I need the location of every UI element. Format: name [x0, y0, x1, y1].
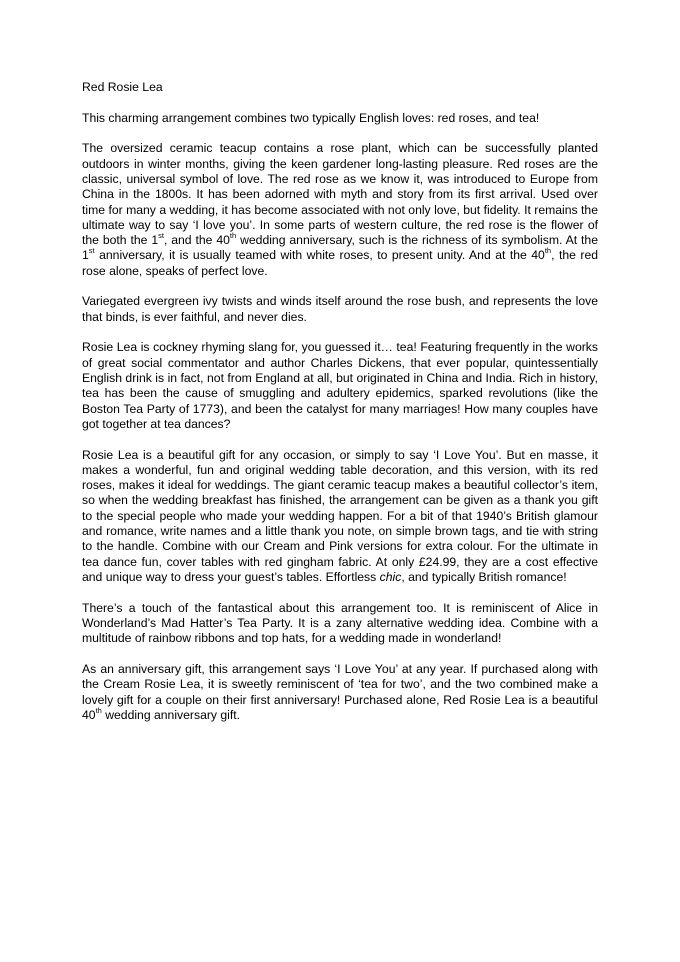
text-run: As an anniversary gift, this arrangement says ‘I Love You’ at any year. If purchased along with the Cream Rosie Lea, it is sweetly reminiscent of ‘tea for two’, and the two combined make a lovely gift for a couple on their first anniversary! Purchased alone, Red Rosie Lea is a beautiful 40 [82, 661, 598, 722]
document-title: Red Rosie Lea [82, 80, 163, 94]
wedding-decoration-paragraph [82, 448, 598, 586]
rose-symbolism-paragraph [82, 141, 598, 279]
anniversary-paragraph [82, 662, 598, 723]
text-run: wedding anniversary, such is the richness of its symbolism. At the 1 [82, 233, 598, 263]
text-run: Rosie Lea is a beautiful gift for any occasion, or simply to say ‘I Love You’. But en masse, it makes a wonderful, fun and original wedding table decoration, and this version, with its red roses, makes it ideal for weddings. The giant ceramic teacup makes a beautiful collector’s item, so when the wedding breakfast has finished, the arrangement can be given as a thank you gift to the special people who made your wedding happen. For a bit of that 1940’s British glamour and romance, write names and a little thank you note, on simple brown tags, and tie with string to the handle. Combine with our Cream and Pink versions for extra colour. For the ultimate in tea dance fun, cover tables with red gingham fabric. At only £24.99, they are a cost effective and unique way to dress your guest’s tables. Effortless [82, 447, 598, 584]
superscript: st [158, 231, 164, 241]
ivy-paragraph: Variegated evergreen ivy twists and winds itself around the rose bush, and represents the love that binds, is ever faithful, and never dies. [82, 294, 598, 324]
text-run: , and typically British romance! [401, 569, 567, 584]
superscript: th [95, 705, 102, 715]
superscript: st [88, 246, 95, 256]
rosie-lea-slang-paragraph: Rosie Lea is cockney rhyming slang for, you guessed it… tea! Featuring frequently in the works of great social commentator and author Charles Dickens, that ever popular, quintessentially English drink is in fact, not from England at all, but originated in China and India. Rich in history, tea has been the cause of smuggling and adultery epidemics, sparked revolutions (like the Boston Tea Party of 1773), and been the catalyst for many marriages! How many couples have got together at tea dances? [82, 340, 598, 431]
emphasis: chic [379, 569, 402, 584]
wonderland-paragraph: There’s a touch of the fantastical about this arrangement too. It is reminiscent of Alice in Wonderland’s Mad Hatter’s Tea Party. It is a zany alternative wedding idea. Combine with a multitude of rainbow ribbons and top hats, for a wedding made in wonderland! [82, 600, 598, 646]
text-run: , the red rose alone, speaks of perfect love. [82, 248, 598, 278]
intro-paragraph: This charming arrangement combines two typically English loves: red roses, and tea! [82, 110, 540, 125]
superscript: th [544, 246, 552, 256]
document-page [82, 80, 598, 739]
superscript: th [229, 231, 237, 241]
text-run: , and the 40 [163, 233, 230, 248]
text-run: The oversized ceramic teacup contains a rose plant, which can be successfully planted outdoors in winter months, giving the keen gardener long-lasting pleasure. Red roses are the classic, universal symbol of love. The red rose as we know it, was introduced to Europe from China in the 1800s. It has been adorned with myth and story from its first arrival. Used over time for many a wedding, it has become associated with not only love, but fidelity. It remains the ultimate way to say ‘I love you’. In some parts of western culture, the red rose is the flower of the both the 1 [82, 141, 598, 248]
text-run: anniversary, it is usually teamed with white roses, to present unity. And at the 40 [94, 248, 545, 263]
text-run: wedding anniversary gift. [101, 707, 241, 722]
